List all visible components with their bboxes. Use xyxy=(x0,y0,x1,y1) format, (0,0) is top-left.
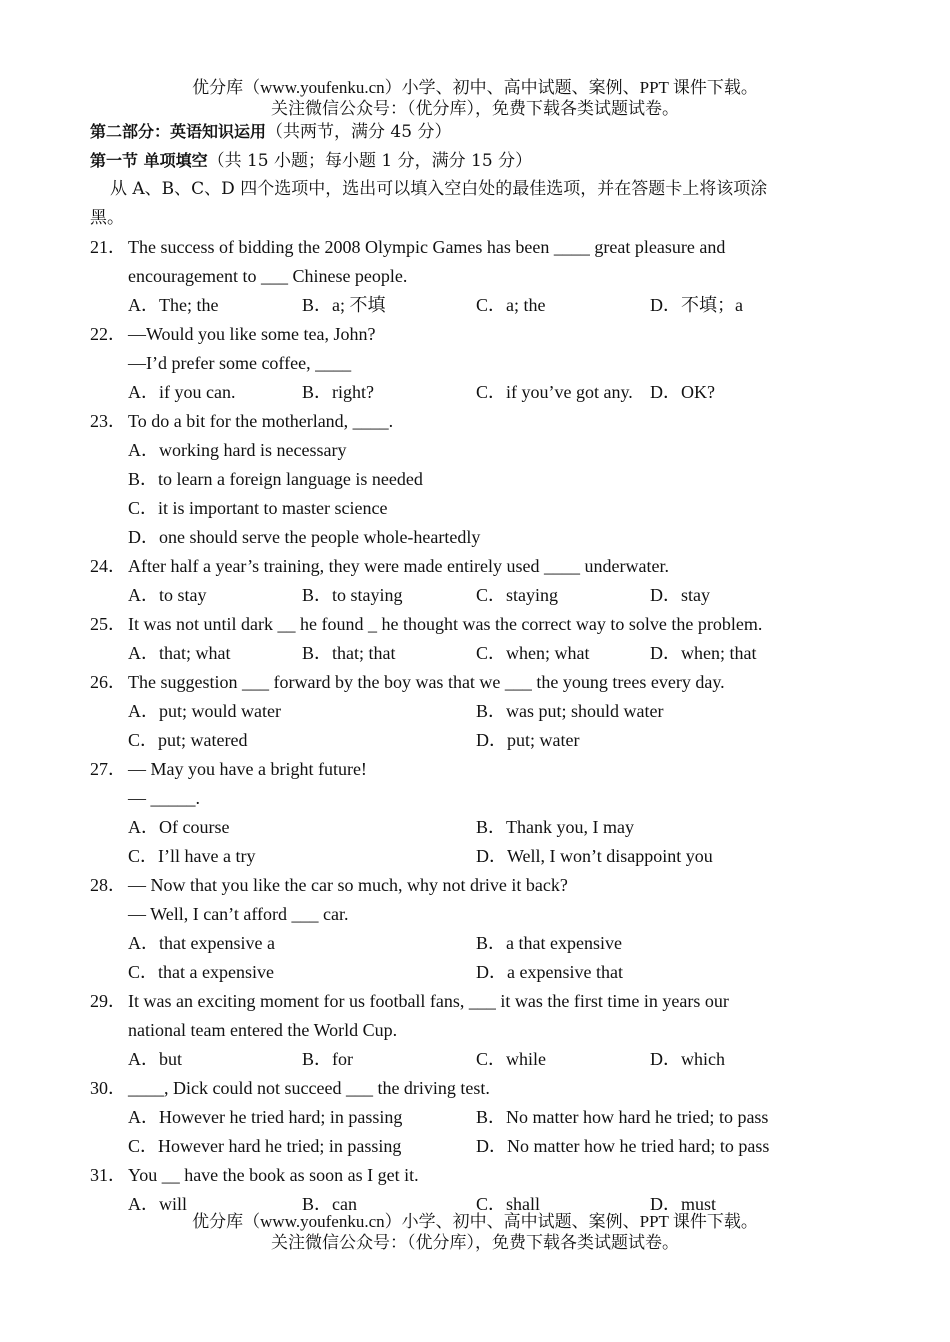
header-banner xyxy=(0,77,950,119)
question-number: 25． xyxy=(90,614,126,634)
option-b[interactable]: B．to staying xyxy=(302,585,403,605)
option-d[interactable]: D．put; water xyxy=(476,730,580,750)
option-d[interactable]: D．must xyxy=(650,1194,717,1214)
option-b[interactable]: B．was put; should water xyxy=(476,701,664,721)
question-number: 29． xyxy=(90,991,126,1011)
option-b[interactable]: B．to learn a foreign language is needed xyxy=(128,469,423,489)
question-text: After half a year’s training, they were made entirely used ____ underwater. xyxy=(128,556,669,576)
question-text: —I’d prefer some coffee, ____ xyxy=(128,353,352,373)
option-d[interactable]: D．when; that xyxy=(650,643,757,663)
option-d[interactable]: D．which xyxy=(650,1049,725,1069)
question-number: 28． xyxy=(90,875,126,895)
option-a[interactable]: A．that expensive a xyxy=(128,933,275,953)
option-c[interactable]: C．I’ll have a try xyxy=(128,846,256,866)
question-text: You __ have the book as soon as I get it. xyxy=(128,1165,419,1185)
question-number: 31． xyxy=(90,1165,126,1185)
option-a[interactable]: A．The; the xyxy=(128,295,219,315)
option-b[interactable]: B．right? xyxy=(302,382,374,402)
question-text: It was an exciting moment for us football fans, ___ it was the first time in years our xyxy=(128,991,729,1011)
question-text: The suggestion ___ forward by the boy was that we ___ the young trees every day. xyxy=(128,672,725,692)
part-title-bold: 第二部分：英语知识运用 xyxy=(90,122,267,141)
option-a[interactable]: A．if you can. xyxy=(128,382,236,402)
question-text: encouragement to ___ Chinese people. xyxy=(128,266,408,286)
question-text: It was not until dark __ he found _ he thought was the correct way to solve the problem. xyxy=(128,614,763,634)
section-title-rest: （共 15 小题；每小题 1 分，满分 15 分） xyxy=(207,151,533,171)
option-c[interactable]: C．while xyxy=(476,1049,546,1069)
question-number: 23． xyxy=(90,411,126,431)
option-a[interactable]: A．to stay xyxy=(128,585,207,605)
section-title-bold: 第一节 单项填空 xyxy=(90,151,208,170)
option-b[interactable]: B．a; 不填 xyxy=(302,295,386,315)
option-c[interactable]: C．a; the xyxy=(476,295,546,315)
option-b[interactable]: B．can xyxy=(302,1194,357,1214)
option-d[interactable]: D．不填；a xyxy=(650,295,743,315)
option-d[interactable]: D．OK? xyxy=(650,382,715,402)
option-c[interactable]: C．when; what xyxy=(476,643,590,663)
question-text: ____, Dick could not succeed ___ the driving test. xyxy=(128,1078,490,1098)
option-b[interactable]: B．that; that xyxy=(302,643,396,663)
option-d[interactable]: D．a expensive that xyxy=(476,962,623,982)
question-text: —Would you like some tea, John? xyxy=(128,324,376,344)
option-c[interactable]: C．that a expensive xyxy=(128,962,274,982)
option-b[interactable]: B．a that expensive xyxy=(476,933,622,953)
option-a[interactable]: A．but xyxy=(128,1049,182,1069)
option-b[interactable]: B．for xyxy=(302,1049,353,1069)
question-number: 27． xyxy=(90,759,126,779)
option-a[interactable]: A．Of course xyxy=(128,817,230,837)
option-a[interactable]: A．that; what xyxy=(128,643,231,663)
question-text: — Well, I can’t afford ___ car. xyxy=(128,904,349,924)
part-title xyxy=(90,117,451,146)
part-title-rest: （共两节，满分 45 分） xyxy=(266,122,452,142)
option-c[interactable]: C．shall xyxy=(476,1194,541,1214)
option-a[interactable]: A．put; would water xyxy=(128,701,281,721)
question-number: 24． xyxy=(90,556,126,576)
question-number: 22． xyxy=(90,324,126,344)
question-text: The success of bidding the 2008 Olympic Games has been ____ great pleasure and xyxy=(128,237,726,257)
question-number: 21． xyxy=(90,237,126,257)
question-number: 26． xyxy=(90,672,126,692)
option-a[interactable]: A．will xyxy=(128,1194,188,1214)
option-a[interactable]: A．working hard is necessary xyxy=(128,440,347,460)
question-text: To do a bit for the motherland, ____. xyxy=(128,411,394,431)
option-d[interactable]: D．stay xyxy=(650,585,710,605)
header-line-2: 关注微信公众号：（优分库），免费下载各类试题试卷。 xyxy=(271,99,679,118)
question-text: — _____. xyxy=(128,788,200,808)
footer-line-1: 优分库（www.youfenku.cn）小学、初中、高中试题、案例、PPT 课件下载。 xyxy=(192,1212,758,1231)
option-b[interactable]: B．Thank you, I may xyxy=(476,817,634,837)
section-title xyxy=(90,146,532,175)
option-a[interactable]: A．However he tried hard; in passing xyxy=(128,1107,403,1127)
option-c[interactable]: C．However hard he tried; in passing xyxy=(128,1136,402,1156)
option-c[interactable]: C．if you’ve got any. xyxy=(476,382,633,402)
option-d[interactable]: D．Well, I won’t disappoint you xyxy=(476,846,713,866)
instruction-line-1: 从 A、B、C、D 四个选项中，选出可以填入空白处的最佳选项，并在答题卡上将该项涂 xyxy=(110,179,768,199)
option-c[interactable]: C．staying xyxy=(476,585,559,605)
question-text: national team entered the World Cup. xyxy=(128,1020,398,1040)
question-text: — Now that you like the car so much, why not drive it back? xyxy=(128,875,568,895)
question-number: 30． xyxy=(90,1078,126,1098)
footer-banner xyxy=(0,1211,950,1253)
option-d[interactable]: D．one should serve the people whole-heartedly xyxy=(128,527,481,547)
header-line-1: 优分库（www.youfenku.cn）小学、初中、高中试题、案例、PPT 课件下载。 xyxy=(192,78,758,97)
instruction-line-2: 黑。 xyxy=(90,208,124,228)
option-c[interactable]: C．it is important to master science xyxy=(128,498,388,518)
option-d[interactable]: D．No matter how he tried hard; to pass xyxy=(476,1136,770,1156)
option-c[interactable]: C．put; watered xyxy=(128,730,248,750)
option-b[interactable]: B．No matter how hard he tried; to pass xyxy=(476,1107,769,1127)
footer-line-2: 关注微信公众号：（优分库），免费下载各类试题试卷。 xyxy=(271,1233,679,1252)
question-text: — May you have a bright future! xyxy=(128,759,367,779)
